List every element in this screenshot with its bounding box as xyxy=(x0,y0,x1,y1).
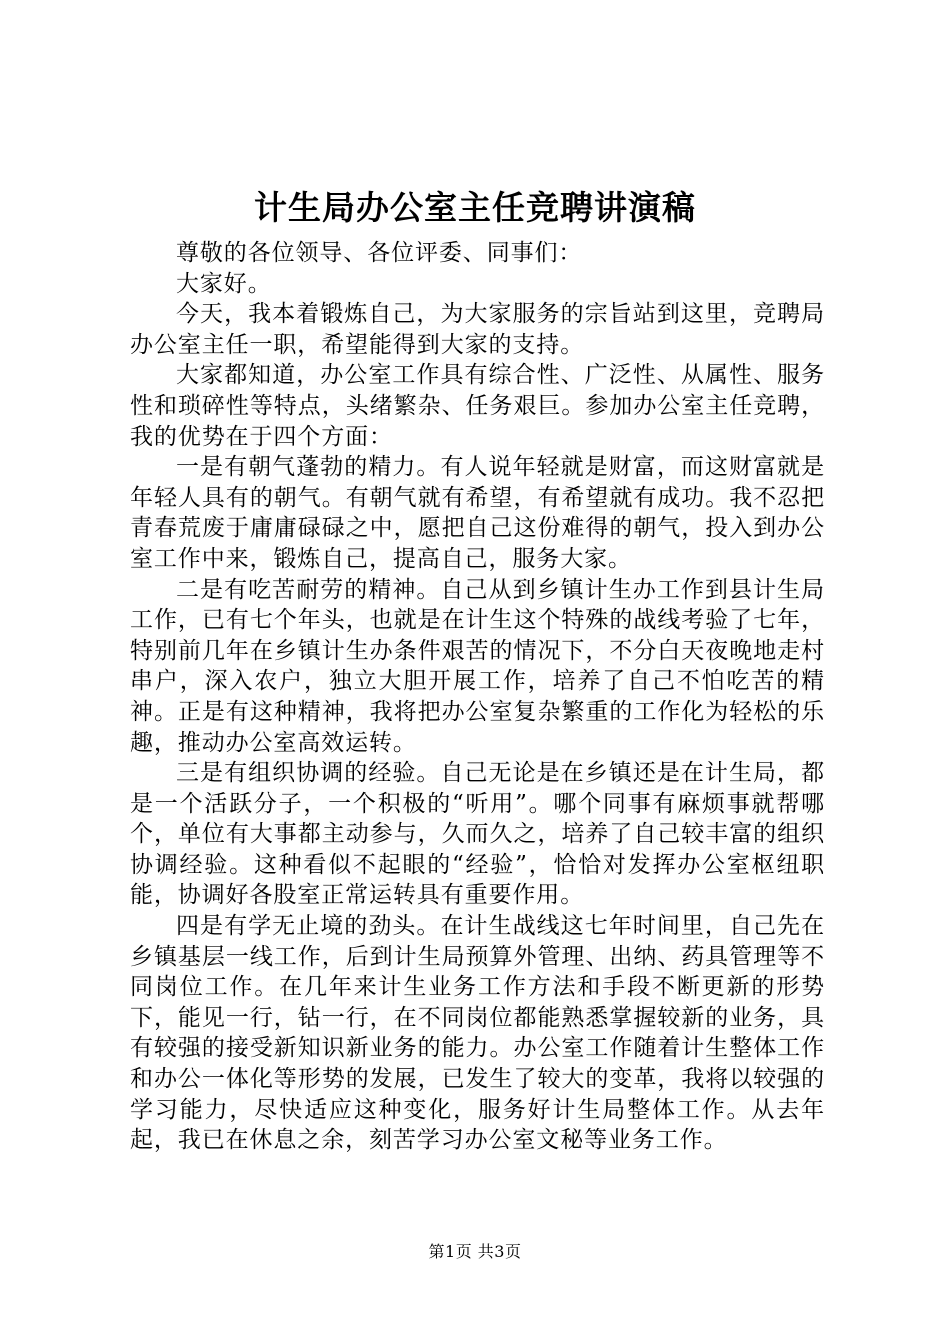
paragraph-greeting: 大家好。 xyxy=(176,270,272,297)
document-title: 计生局办公室主任竞聘讲演稿 xyxy=(254,188,696,227)
paragraph-intro: 今天，我本着锻炼自己，为大家服务的宗旨站到这里，竞聘局办公室主任一职，希望能得到大家的支持。 xyxy=(130,301,825,358)
page-number-footer: 第1页 共3页 xyxy=(428,1242,522,1261)
paragraph-point-two: 二是有吃苦耐劳的精神。自己从到乡镇计生办工作到县计生局工作，已有七个年头，也就是在计生这个特殊的战线考验了七年，特别前几年在乡镇计生办条件艰苦的情况下，不分白天夜晚地走村串户，深入农户，独立大胆开展工作，培养了自己不怕吃苦的精神。正是有这种精神，我将把办公室复杂繁重的工作化为轻松的乐趣，推动办公室高效运转。 xyxy=(130,576,825,756)
paragraph-point-four: 四是有学无止境的劲头。在计生战线这七年时间里，自己先在乡镇基层一线工作，后到计生局预算外管理、出纳、药具管理等不同岗位工作。在几年来计生业务工作方法和手段不断更新的形势下，能见一行，钻一行，在不同岗位都能熟悉掌握较新的业务，具有较强的接受新知识新业务的能力。办公室工作随着计生整体工作和办公一体化等形势的发展，已发生了较大的变革，我将以较强的学习能力，尽快适应这种变化，服务好计生局整体工作。从去年起，我已在休息之余，刻苦学习办公室文秘等业务工作。 xyxy=(130,913,825,1154)
document-body xyxy=(130,238,825,1156)
paragraph-salutation: 尊敬的各位领导、各位评委、同事们： xyxy=(176,240,583,266)
paragraph-overview: 大家都知道，办公室工作具有综合性、广泛性、从属性、服务性和琐碎性等特点，头绪繁杂、任务艰巨。参加办公室主任竞聘，我的优势在于四个方面： xyxy=(130,362,825,450)
paragraph-point-one: 一是有朝气蓬勃的精力。有人说年轻就是财富，而这财富就是年轻人具有的朝气。有朝气就有希望，有希望就有成功。我不忍把青春荒废于庸庸碌碌之中，愿把自己这份难得的朝气，投入到办公室工作中来，锻炼自己，提高自己，服务大家。 xyxy=(130,454,825,572)
paragraph-point-three: 三是有组织协调的经验。自己无论是在乡镇还是在计生局，都是一个活跃分子，一个积极的“听用”。哪个同事有麻烦事就帮哪个，单位有大事都主动参与，久而久之，培养了自己较丰富的组织协调经验。这种看似不起眼的“经验”，恰恰对发挥办公室枢纽职能，协调好各股室正常运转具有重要作用。 xyxy=(130,760,825,909)
